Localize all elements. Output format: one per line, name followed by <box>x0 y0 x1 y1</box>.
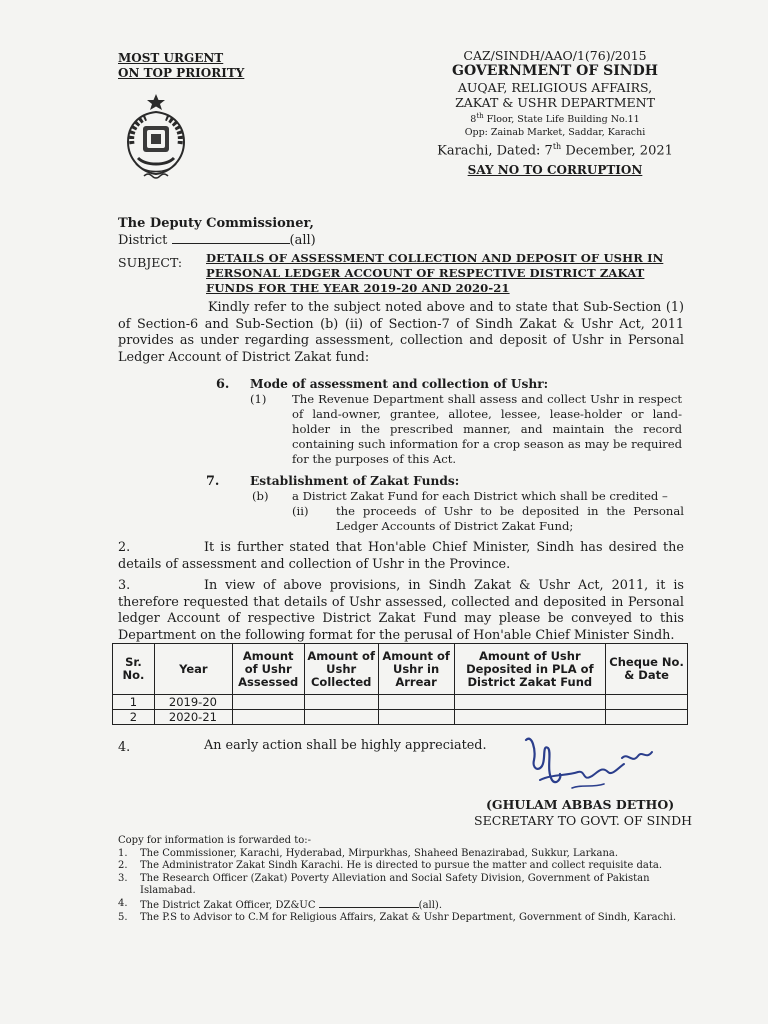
subject-label: SUBJECT: <box>118 255 183 270</box>
table-cell: 2019-20 <box>154 695 232 710</box>
signature-icon <box>512 730 662 794</box>
table-header: Sr. No. <box>113 644 155 695</box>
table-cell: 2020-21 <box>154 710 232 725</box>
copy-forwarded-list <box>118 835 698 925</box>
paragraph-1: Kindly refer to the subject noted above and to state that Sub-Section (1) of Section-6 and Sub-Section (b) (ii) of Section-7 of Sindh Zakat & Ushr Act, 2011 provides as under regarding assessment, collection and deposit of Ushr in Personal Ledger Account of District Zakat fund: <box>118 300 684 365</box>
paragraph-3-number: 3. <box>118 578 131 593</box>
table-header: Amount of Ushr Assessed <box>232 644 304 695</box>
department-line-2: ZAKAT & USHR DEPARTMENT <box>455 95 655 110</box>
section-6-title: Mode of assessment and collection of Ushr: <box>250 377 549 391</box>
priority-heading <box>118 51 244 81</box>
addressee-title: The Deputy Commissioner, <box>118 216 314 231</box>
section-7-number: 7. <box>206 474 220 489</box>
table-cell <box>378 710 454 725</box>
section-7-text-ii: the proceeds of Ushr to be deposited in the Personal Ledger Accounts of District Zakat Fund; <box>336 504 684 533</box>
table-header: Amount of Ushr in Arrear <box>378 644 454 695</box>
table-cell <box>454 695 606 710</box>
table-row <box>113 695 688 710</box>
table-cell <box>378 695 454 710</box>
list-item: 2. The Administrator Zakat Sindh Karachi. He is directed to pursue the matter and collect requisite data. <box>118 860 663 871</box>
paragraph-3: In view of above provisions, in Sindh Zakat & Ushr Act, 2011, it is therefore requested that details of Ushr assessed, collected and deposited in Personal ledger Account of respective District Zakat Fund may please be conveyed to this Department on the following format for the perusal of Hon'able Chief Minister Sindh. <box>118 578 684 643</box>
table-header: Year <box>154 644 232 695</box>
table-header: Amount of Ushr Deposited in PLA of District Zakat Fund <box>454 644 606 695</box>
signatory-title: SECRETARY TO GOVT. OF SINDH <box>474 813 693 828</box>
table-cell <box>454 710 606 725</box>
priority-line: ON TOP PRIORITY <box>118 66 245 80</box>
table-cell <box>606 710 688 725</box>
table-cell <box>232 710 304 725</box>
letter-date: Karachi, Dated: 7th December, 2021 <box>437 142 673 159</box>
paragraph-2: It is further stated that Hon'able Chief Minister, Sindh has desired the details of assessment and collection of Ushr in the Province. <box>118 540 684 572</box>
paragraph-4: An early action shall be highly appreciated. <box>204 738 487 753</box>
table-cell <box>232 695 304 710</box>
subject-text: DETAILS OF ASSESSMENT COLLECTION AND DEPOSIT OF USHR IN PERSONAL LEDGER ACCOUNT OF RESPECTIVE DISTRICT ZAKAT FUNDS FOR THE YEAR 2019-20 AND 2020-21 <box>206 251 664 295</box>
table-cell: 2 <box>113 710 155 725</box>
section-7-text-b: a District Zakat Fund for each District which shall be credited – <box>292 489 668 503</box>
ushr-format-table <box>112 643 688 725</box>
section-6-sub: (1) <box>250 392 267 406</box>
section-6-text: The Revenue Department shall assess and collect Ushr in respect of land-owner, grantee, allotee, lessee, lease-holder or land-holder in the prescribed manner, and maintain the record containing such information for a crop season as may be required for the purposes of this Act. <box>292 392 682 466</box>
letterhead <box>430 48 680 178</box>
list-item: 1. The Commissioner, Karachi, Hyderabad, Mirpurkhas, Shaheed Benazirabad, Sukkur, Larkana. <box>118 847 619 859</box>
list-item: 5. The P.S to Advisor to C.M for Religious Affairs, Zakat & Ushr Department, Government of Sindh, Karachi. <box>118 912 677 923</box>
office-address: Opp: Zainab Market, Saddar, Karachi <box>464 127 646 139</box>
table-header: Amount of Ushr Collected <box>304 644 378 695</box>
slogan: SAY NO TO CORRUPTION <box>467 163 643 178</box>
list-item: 3. The Research Officer (Zakat) Poverty Alleviation and Social Safety Division, Government of Pakistan Islamabad. <box>118 872 650 896</box>
paragraph-2-number: 2. <box>118 540 131 555</box>
table-cell <box>304 695 378 710</box>
paragraph-4-number: 4. <box>118 740 131 755</box>
section-6-number: 6. <box>216 377 230 392</box>
signatory-name: (GHULAM ABBAS DETHO) <box>486 797 675 812</box>
department-line-1: AUQAF, RELIGIOUS AFFAIRS, <box>457 80 653 95</box>
table-header: Cheque No. & Date <box>606 644 688 695</box>
reference-number: CAZ/SINDH/AAO/1(76)/2015 <box>463 48 647 63</box>
table-cell <box>606 695 688 710</box>
office-floor: 8th Floor, State Life Building No.11 <box>470 112 640 126</box>
table-cell: 1 <box>113 695 155 710</box>
copy-heading: Copy for information is forwarded to:- <box>118 835 312 846</box>
sindh-emblem-icon <box>116 92 196 184</box>
table-row <box>113 710 688 725</box>
section-7-sub-ii: (ii) <box>292 504 309 518</box>
urgent-line: MOST URGENT <box>118 51 224 65</box>
table-cell <box>304 710 378 725</box>
list-item: 4. The District Zakat Officer, DZ&UC (all). <box>118 897 443 911</box>
section-7-sub-b: (b) <box>252 489 269 503</box>
section-7-title: Establishment of Zakat Funds: <box>250 474 460 488</box>
government-name: GOVERNMENT OF SINDH <box>452 63 658 79</box>
table-header-row <box>113 644 688 695</box>
addressee <box>118 216 316 249</box>
addressee-district: District (all) <box>118 233 316 248</box>
